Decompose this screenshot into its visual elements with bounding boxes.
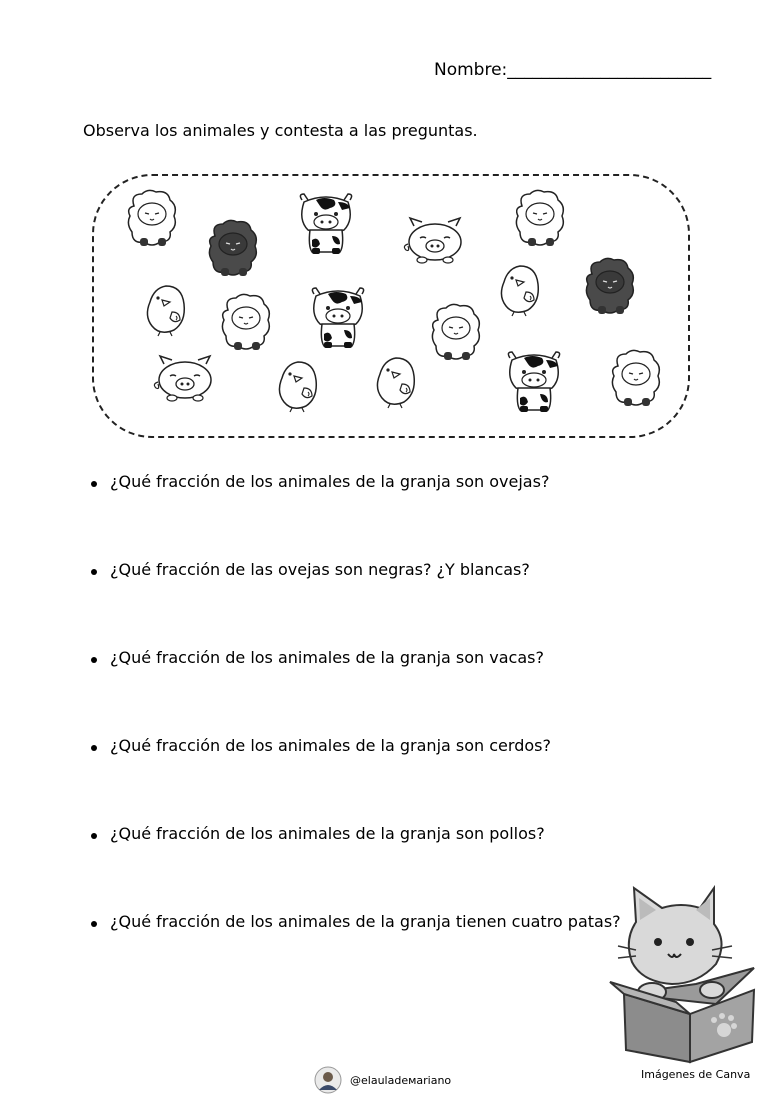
name-field-label: Nombre:________________________ (434, 60, 712, 80)
chick-icon (372, 354, 420, 410)
image-credit: Imágenes de Canva (641, 1068, 751, 1081)
chick-icon (142, 282, 190, 338)
cow-icon (502, 348, 566, 414)
question-item: ¿Qué fracción de los animales de la granja son ovejas? (88, 472, 549, 491)
question-item: ¿Qué fracción de los animales de la granja tienen cuatro patas? (88, 912, 621, 931)
footer (314, 1066, 451, 1094)
author-handle: @elauladeмariano (350, 1073, 452, 1087)
black-sheep-icon (205, 218, 261, 282)
question-item: ¿Qué fracción de las ovejas son negras? ¿Y blancas? (88, 560, 530, 579)
black-sheep-icon (582, 256, 638, 320)
chick-icon (274, 358, 322, 414)
chick-icon (496, 262, 544, 318)
white-sheep-icon (428, 302, 484, 366)
question-item: ¿Qué fracción de los animales de la granja son cerdos? (88, 736, 551, 755)
white-sheep-icon (512, 188, 568, 252)
instructions-text: Observa los animales y contesta a las preguntas. (83, 121, 478, 140)
cow-icon (306, 284, 370, 350)
white-sheep-icon (124, 188, 180, 252)
pig-icon (150, 354, 220, 406)
question-item: ¿Qué fracción de los animales de la granja son pollos? (88, 824, 545, 843)
pig-icon (400, 216, 470, 268)
white-sheep-icon (608, 348, 664, 412)
author-avatar-icon (314, 1066, 342, 1094)
question-item: ¿Qué fracción de los animales de la granja son vacas? (88, 648, 544, 667)
white-sheep-icon (218, 292, 274, 356)
cat-in-box-illustration (606, 884, 756, 1068)
cow-icon (294, 190, 358, 256)
